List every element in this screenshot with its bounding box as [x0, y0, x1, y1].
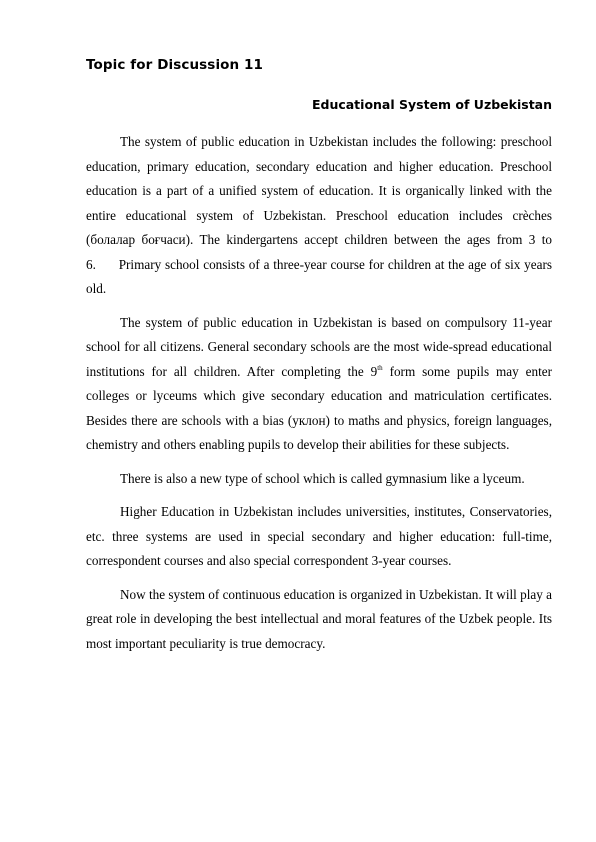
- paragraph-gymnasium: There is also a new type of school which is called gymnasium like a lyceum.: [120, 470, 525, 486]
- document-title: Educational System of Uzbekistan: [311, 97, 552, 112]
- paragraph-secondary-text-1: The system of public education in Uzbekistan is based on compulsory 11-year school for all citizens. General secondary schools are the most wide-spread educational institutions for all children. After completing the 9: [86, 314, 552, 379]
- document-body: [86, 130, 552, 665]
- paragraph-higher-education: Higher Education in Uzbekistan includes universities, institutes, Conservatories, etc. three systems are used in special secondary and higher education: full-time, correspondent courses and also special correspondent 3-year courses.: [86, 504, 552, 568]
- paragraph-secondary: [86, 311, 552, 458]
- paragraph-secondary-text-2: form some pupils may enter colleges or lyceums which give secondary education and matriculation certificates. Besides there are schools with a bias (уклон) to maths and physics, foreign languages, chemistry and others enabling pupils to develop their abilities for these subjects.: [86, 363, 552, 452]
- paragraph-continuous-education: Now the system of continuous education is organized in Uzbekistan. It will play a great role in developing the best intellectual and moral features of the Uzbek people. Its most important peculiarity is true democracy.: [86, 586, 552, 651]
- ordinal-superscript: th: [377, 363, 383, 372]
- topic-heading: Topic for Discussion 11: [86, 57, 264, 73]
- paragraph-preschool: The system of public education in Uzbekistan includes the following: preschool education, primary education, secondary education and higher education. Preschool education is a part of a unified system of education. It is organically linked with the entire educational system of Uzbekistan. Preschool education includes crèches (болалар боғчаси). The kindergartens accept children between the ages from 3 to 6. Primary school consists of a three-year course for children at the age of six years old.: [86, 134, 552, 296]
